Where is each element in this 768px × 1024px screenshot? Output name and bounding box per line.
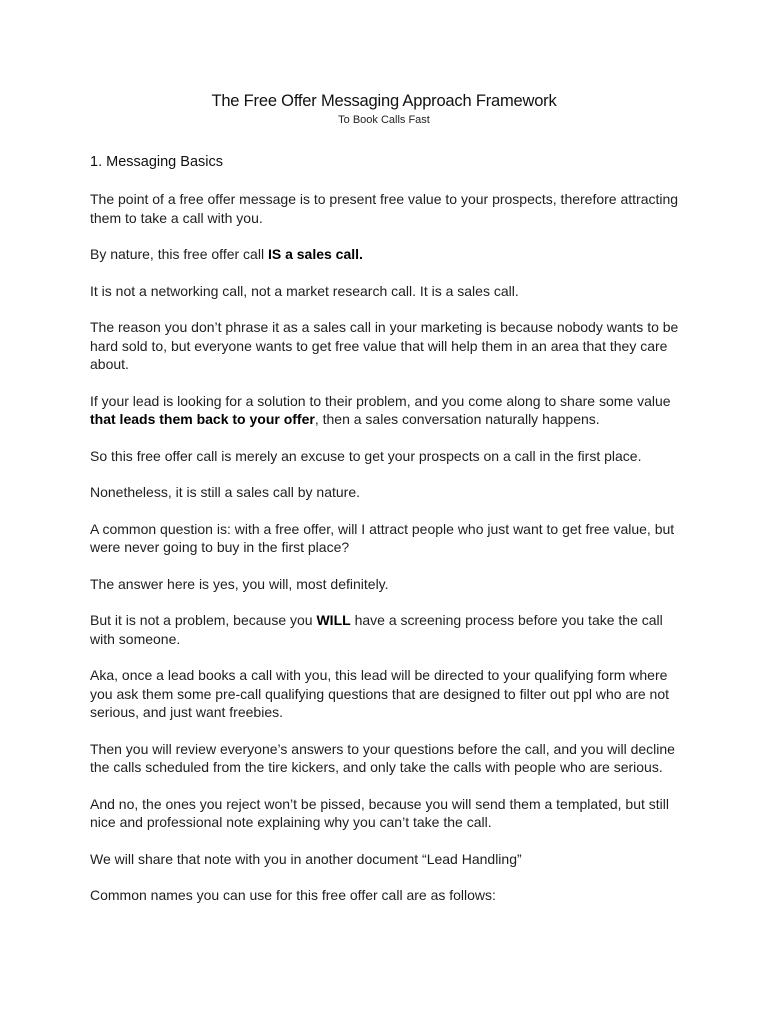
- paragraph: Aka, once a lead books a call with you, this lead will be directed to your qualifying form where you ask them some pre-call qualifying questions that are designed to filter out ppl who are not serious, and just want freebies.: [90, 667, 669, 720]
- paragraph: The answer here is yes, you will, most definitely.: [90, 575, 389, 592]
- paragraph: And no, the ones you reject won’t be pissed, because you will send them a templated, but still nice and professional note explaining why you can’t take the call.: [90, 795, 670, 830]
- document-subtitle: To Book Calls Fast: [338, 114, 430, 126]
- paragraph: Then you will review everyone’s answers to your questions before the call, and you will decline the calls scheduled from the tire kickers, and only take the calls with people who are serious.: [90, 740, 675, 775]
- paragraph: The point of a free offer message is to present free value to your prospects, therefore attracting them to take a call with you.: [90, 191, 679, 226]
- paragraph-text: By nature, this free offer call: [90, 246, 268, 262]
- paragraph: [90, 245, 682, 264]
- paragraph: We will share that note with you in another document “Lead Handling”: [90, 850, 522, 867]
- emphasis-text: WILL: [316, 612, 351, 628]
- section-heading: 1. Messaging Basics: [90, 154, 223, 170]
- paragraph-text: have a screening process before you take the call with someone.: [90, 612, 663, 647]
- emphasis-text: IS a sales call.: [267, 246, 363, 262]
- emphasis-text: that leads them back to your offer: [90, 411, 315, 427]
- paragraph: [90, 611, 682, 648]
- paragraph: It is not a networking call, not a market research call. It is a sales call.: [90, 282, 519, 299]
- document-body: [90, 190, 682, 923]
- paragraph-text: But it is not a problem, because you: [90, 612, 317, 628]
- document-title: The Free Offer Messaging Approach Framework: [211, 92, 557, 110]
- paragraph-text: If your lead is looking for a solution to their problem, and you come along to share some value: [90, 392, 671, 409]
- paragraph-text: , then a sales conversation naturally happens.: [314, 411, 600, 427]
- paragraph: Nonetheless, it is still a sales call by nature.: [90, 484, 361, 500]
- paragraph: [90, 392, 682, 429]
- paragraph: Common names you can use for this free offer call are as follows:: [90, 887, 496, 903]
- paragraph: A common question is: with a free offer, will I attract people who just want to get free value, but were never going to buy in the first place?: [90, 520, 675, 555]
- paragraph: So this free offer call is merely an excuse to get your prospects on a call in the first place.: [90, 447, 642, 464]
- paragraph: The reason you don’t phrase it as a sales call in your marketing is because nobody wants to be hard sold to, but everyone wants to get free value that will help them in an area that they care about.: [90, 319, 679, 372]
